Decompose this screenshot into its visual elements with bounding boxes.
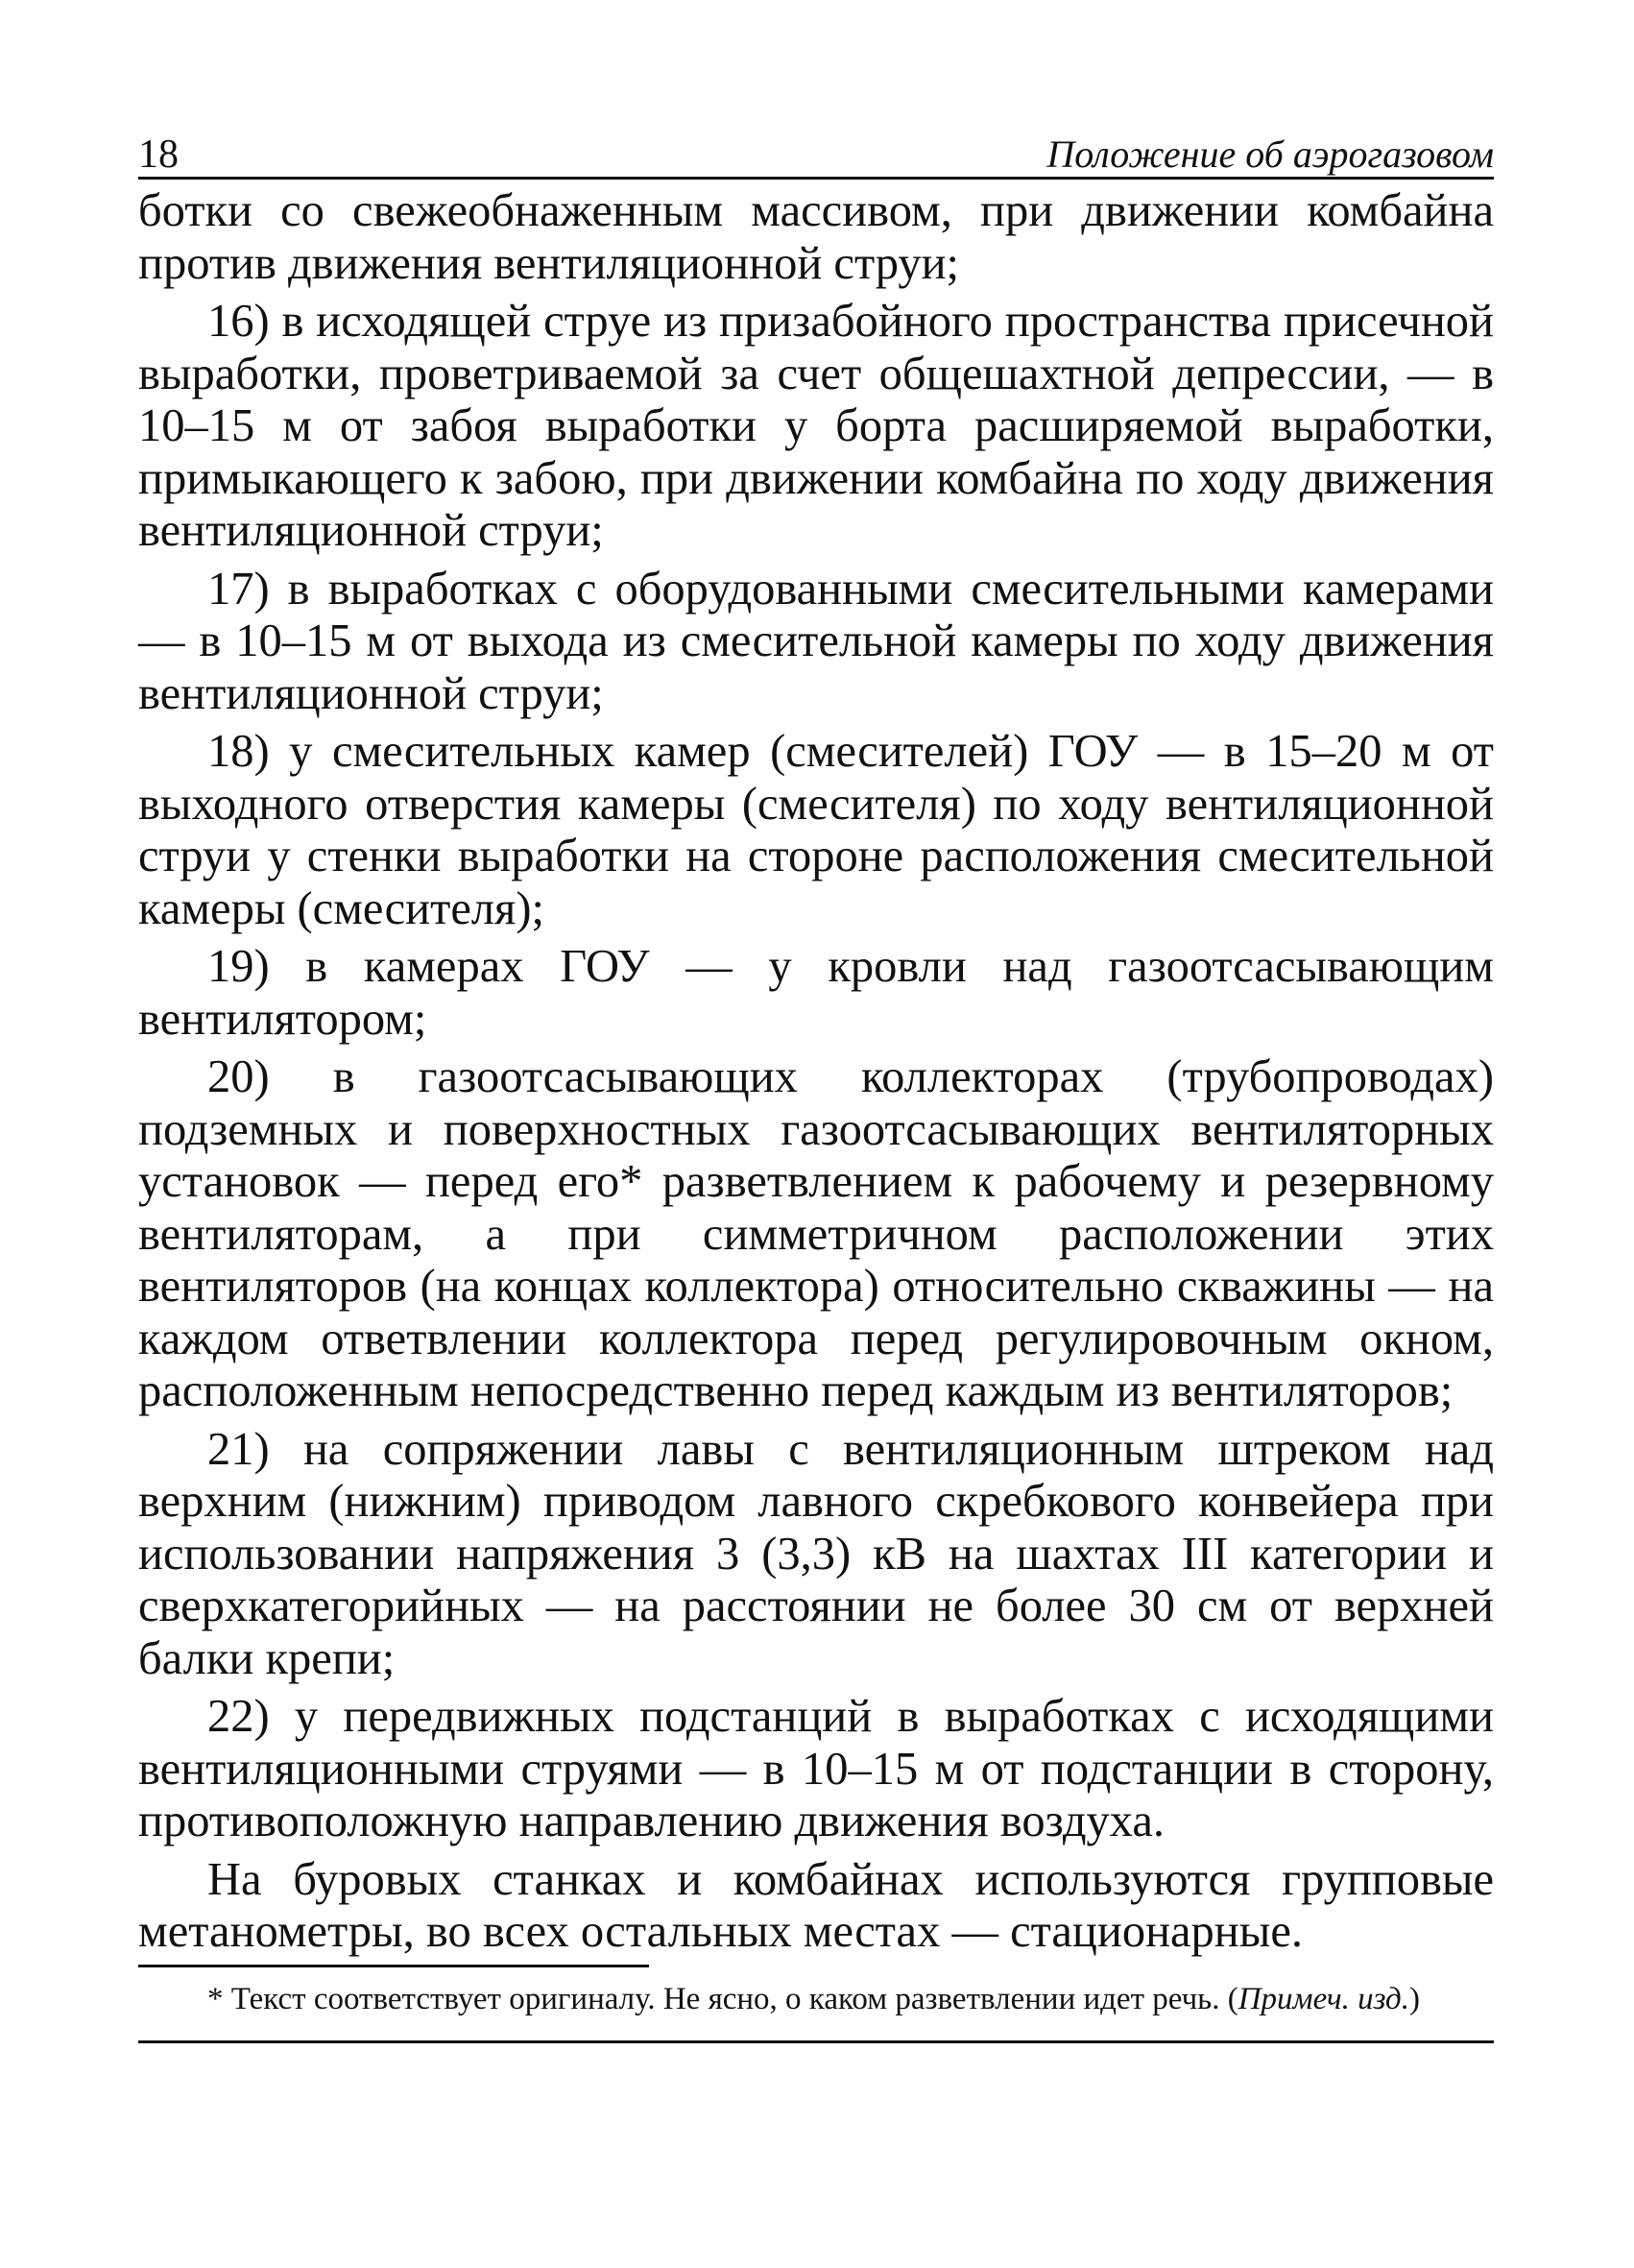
footnote-text: * Текст соответствует оригиналу. Не ясно, о каком разветвлении идет речь. ( — [207, 1981, 1238, 2016]
paragraph-item-21: 21) на сопряжении лавы с вентиляционным штреком над верхним (нижним) приводом лавного скребкового конвейера при использовании напряжения 3 (3,3) кВ на шахтах III категории и сверхкатегорийных — на расстоянии не более 30 см от верхней балки крепи; — [138, 1423, 1494, 1684]
running-title: Положение об аэрогазовом — [1046, 133, 1494, 176]
paragraph-item-16: 16) в исходящей струе из призабойного пространства присечной выработки, проветриваемой за счет общешахтной депрессии, — в 10–15 м от забоя выработки у борта расширяемой выработки, примыкающего к забою, при движении комбайна по ходу движения вентиляционной струи; — [138, 296, 1494, 556]
footnote-closing: ) — [1408, 1981, 1420, 2016]
page-header — [138, 123, 1494, 180]
paragraph-item-17: 17) в выработках с оборудованными смесительными камерами — в 10–15 м от выхода из смесительной камеры по ходу движения вентиляционной струи; — [138, 563, 1494, 719]
footnote-note-label: Примеч. изд. — [1238, 1981, 1409, 2016]
page-number: 18 — [138, 133, 179, 177]
paragraph-continuation: ботки со свежеобнаженным массивом, при движении комбайна против движения вентиляционной струи; — [138, 185, 1494, 289]
body-text — [138, 185, 1494, 1959]
footnote — [138, 1977, 1494, 2021]
paragraph-closing: На буровых станках и комбайнах используются групповые метанометры, во всех остальных местах — стационарные. — [138, 1853, 1494, 1957]
paragraph-item-18: 18) у смесительных камер (смесителей) ГОУ — в 15–20 м от выходного отверстия камеры (смесителя) по ходу вентиляционной струи у стенки выработки на стороне расположения смесительной камеры (смесителя); — [138, 726, 1494, 934]
document-page — [138, 123, 1494, 2043]
footnote-divider — [138, 1965, 649, 1967]
paragraph-item-22: 22) у передвижных подстанций в выработках с исходящими вентиляционными струями — в 10–15 м от подстанции в сторону, противоположную направлению движения воздуха. — [138, 1691, 1494, 1846]
paragraph-item-20: 20) в газоотсасывающих коллекторах (трубопроводах) подземных и поверхностных газоотсасывающих вентиляторных установок — перед его* разветвлением к рабочему и резервному вентиляторам, а при симметричном расположении этих вентиляторов (на концах коллектора) относительно скважины — на каждом ответвлении коллектора перед регулировочным окном, расположенным непосредственно перед каждым из вентиляторов; — [138, 1051, 1494, 1416]
page-bottom-rule — [138, 2040, 1494, 2043]
paragraph-item-19: 19) в камерах ГОУ — у кровли над газоотсасывающим вентилятором; — [138, 941, 1494, 1045]
